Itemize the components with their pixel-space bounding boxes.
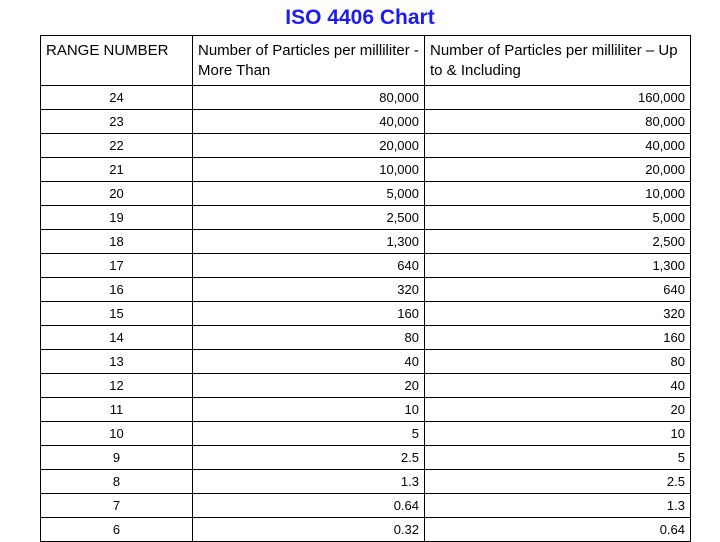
iso-4406-table xyxy=(40,35,691,542)
table-row xyxy=(41,446,691,470)
up-to-cell: 40 xyxy=(425,374,691,398)
more-than-cell: 160 xyxy=(193,302,425,326)
range-number-cell: 15 xyxy=(41,302,193,326)
table-row xyxy=(41,230,691,254)
more-than-cell: 10 xyxy=(193,398,425,422)
up-to-cell: 2,500 xyxy=(425,230,691,254)
header-more-than: Number of Particles per milliliter - More Than xyxy=(193,36,425,86)
more-than-cell: 2.5 xyxy=(193,446,425,470)
up-to-cell: 1,300 xyxy=(425,254,691,278)
range-number-cell: 11 xyxy=(41,398,193,422)
range-number-cell: 21 xyxy=(41,158,193,182)
up-to-cell: 160,000 xyxy=(425,86,691,110)
more-than-cell: 10,000 xyxy=(193,158,425,182)
up-to-cell: 10,000 xyxy=(425,182,691,206)
more-than-cell: 20 xyxy=(193,374,425,398)
more-than-cell: 640 xyxy=(193,254,425,278)
table-row xyxy=(41,158,691,182)
more-than-cell: 5,000 xyxy=(193,182,425,206)
table-row xyxy=(41,398,691,422)
up-to-cell: 160 xyxy=(425,326,691,350)
more-than-cell: 80 xyxy=(193,326,425,350)
table-row xyxy=(41,278,691,302)
table-row xyxy=(41,518,691,542)
up-to-cell: 5 xyxy=(425,446,691,470)
table-row xyxy=(41,134,691,158)
more-than-cell: 40 xyxy=(193,350,425,374)
range-number-cell: 19 xyxy=(41,206,193,230)
range-number-cell: 17 xyxy=(41,254,193,278)
more-than-cell: 80,000 xyxy=(193,86,425,110)
range-number-cell: 20 xyxy=(41,182,193,206)
more-than-cell: 40,000 xyxy=(193,110,425,134)
range-number-cell: 8 xyxy=(41,470,193,494)
range-number-cell: 14 xyxy=(41,326,193,350)
table-row xyxy=(41,254,691,278)
range-number-cell: 12 xyxy=(41,374,193,398)
range-number-cell: 9 xyxy=(41,446,193,470)
table-row xyxy=(41,326,691,350)
table-row xyxy=(41,350,691,374)
range-number-cell: 13 xyxy=(41,350,193,374)
header-up-to-including: Number of Particles per milliliter – Up to & Including xyxy=(425,36,691,86)
up-to-cell: 2.5 xyxy=(425,470,691,494)
up-to-cell: 5,000 xyxy=(425,206,691,230)
header-range-number: RANGE NUMBER xyxy=(41,36,193,86)
more-than-cell: 0.32 xyxy=(193,518,425,542)
more-than-cell: 5 xyxy=(193,422,425,446)
up-to-cell: 40,000 xyxy=(425,134,691,158)
range-number-cell: 6 xyxy=(41,518,193,542)
up-to-cell: 10 xyxy=(425,422,691,446)
up-to-cell: 640 xyxy=(425,278,691,302)
table-row xyxy=(41,302,691,326)
up-to-cell: 320 xyxy=(425,302,691,326)
up-to-cell: 20,000 xyxy=(425,158,691,182)
table-row xyxy=(41,206,691,230)
up-to-cell: 20 xyxy=(425,398,691,422)
range-number-cell: 16 xyxy=(41,278,193,302)
table-row xyxy=(41,494,691,518)
up-to-cell: 80,000 xyxy=(425,110,691,134)
range-number-cell: 24 xyxy=(41,86,193,110)
table-header-row xyxy=(41,36,691,86)
up-to-cell: 1.3 xyxy=(425,494,691,518)
table-row xyxy=(41,86,691,110)
more-than-cell: 2,500 xyxy=(193,206,425,230)
up-to-cell: 0.64 xyxy=(425,518,691,542)
page-title: ISO 4406 Chart xyxy=(285,6,435,29)
range-number-cell: 10 xyxy=(41,422,193,446)
more-than-cell: 1.3 xyxy=(193,470,425,494)
table-row xyxy=(41,110,691,134)
more-than-cell: 1,300 xyxy=(193,230,425,254)
more-than-cell: 0.64 xyxy=(193,494,425,518)
table-row xyxy=(41,470,691,494)
up-to-cell: 80 xyxy=(425,350,691,374)
more-than-cell: 320 xyxy=(193,278,425,302)
more-than-cell: 20,000 xyxy=(193,134,425,158)
range-number-cell: 22 xyxy=(41,134,193,158)
range-number-cell: 18 xyxy=(41,230,193,254)
range-number-cell: 7 xyxy=(41,494,193,518)
range-number-cell: 23 xyxy=(41,110,193,134)
table-row xyxy=(41,182,691,206)
table-row xyxy=(41,422,691,446)
table-row xyxy=(41,374,691,398)
